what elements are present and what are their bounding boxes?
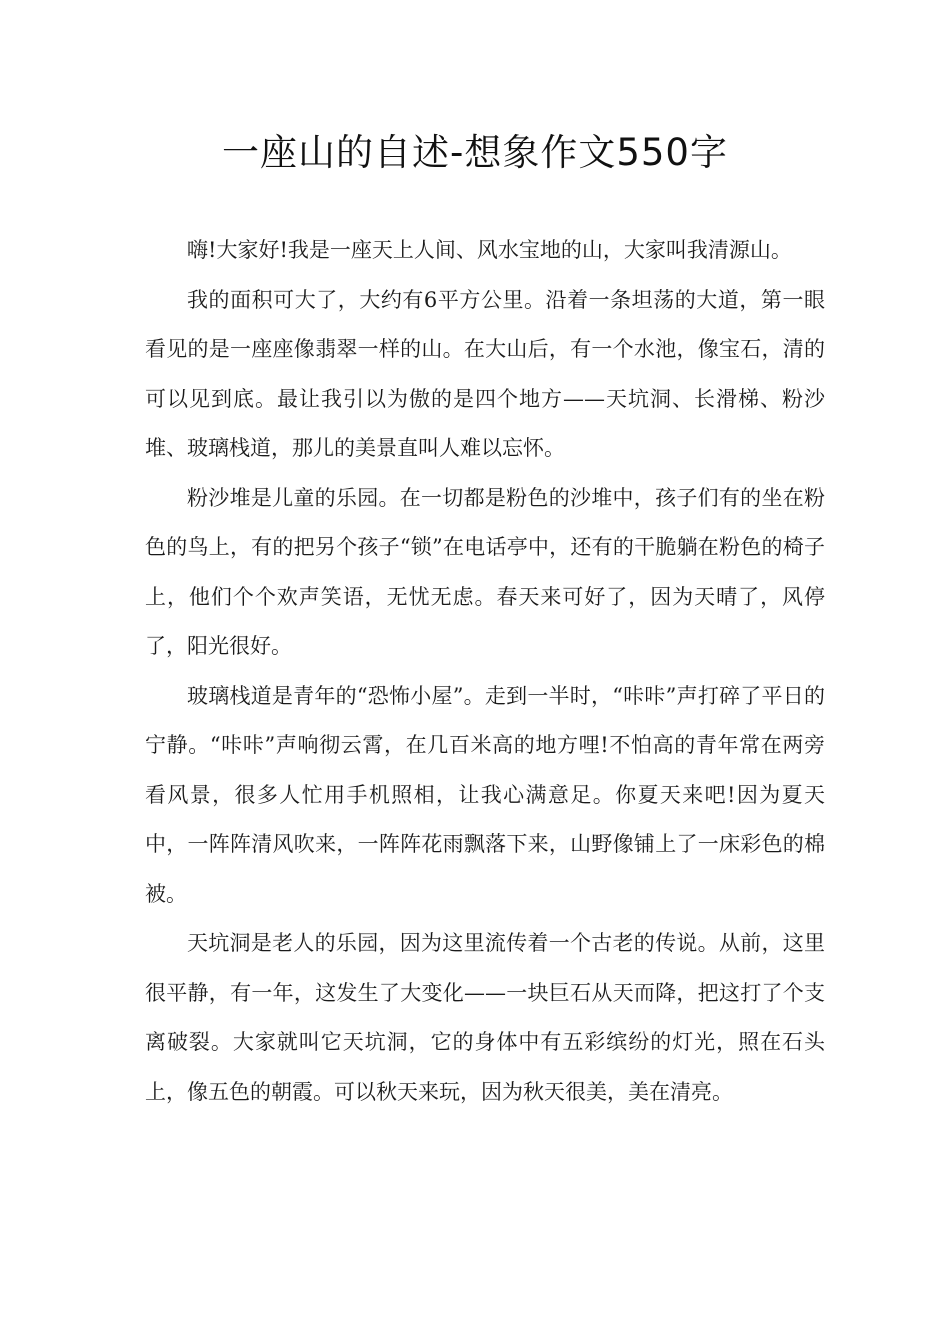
paragraph-sinkhole-cave: 天坑洞是老人的乐园，因为这里流传着一个古老的传说。从前，这里很平静，有一年，这发生了大变化——一块巨石从天而降，把这打了个支离破裂。大家就叫它天坑洞，它的身体中有五彩缤纷的灯光，照在石头上，像五色的朝霞。可以秋天来玩，因为秋天很美，美在清亮。 — [145, 931, 825, 1104]
document-body — [145, 226, 825, 1117]
paragraph-glass-walkway: 玻璃栈道是青年的“恐怖小屋”。走到一半时，“咔咔”声打碎了平日的宁静。“咔咔”声响彻云霄，在几百米高的地方哩!不怕高的青年常在两旁看风景，很多人忙用手机照相，让我心满意足。你夏天来吧!因为夏天中，一阵阵清风吹来，一阵阵花雨飘落下来，山野像铺上了一床彩色的棉被。 — [145, 683, 825, 906]
paragraph-intro: 嗨!大家好!我是一座天上人间、风水宝地的山，大家叫我清源山。 — [187, 238, 792, 262]
paragraph-pink-sand: 粉沙堆是儿童的乐园。在一切都是粉色的沙堆中，孩子们有的坐在粉色的鸟上，有的把另个孩子“锁”在电话亭中，还有的干脆躺在粉色的椅子上，他们个个欢声笑语，无忧无虑。春天来可好了，因为天晴了，风停了，阳光很好。 — [145, 485, 825, 658]
paragraph-area: 我的面积可大了，大约有6平方公里。沿着一条坦荡的大道，第一眼看见的是一座座像翡翠一样的山。在大山后，有一个水池，像宝石，清的可以见到底。最让我引以为傲的是四个地方——天坑洞、长滑梯、粉沙堆、玻璃栈道，那儿的美景直叫人难以忘怀。 — [145, 287, 825, 460]
document-title: 一座山的自述-想象作文550字 — [222, 131, 728, 174]
